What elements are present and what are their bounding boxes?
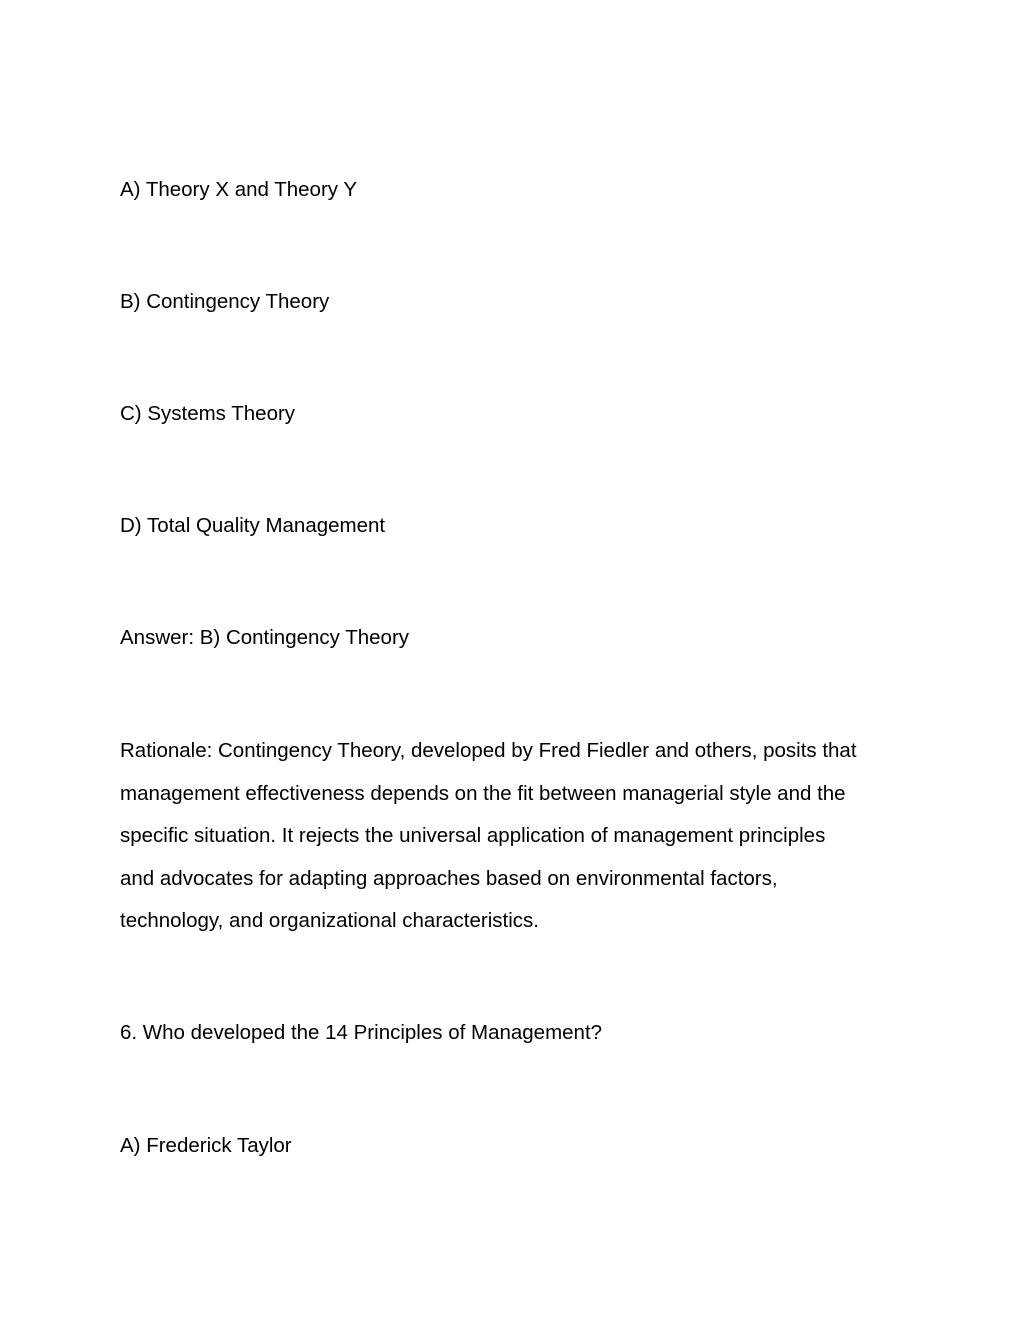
rationale-line: specific situation. It rejects the universal application of management principles — [120, 824, 826, 848]
rationale-line: technology, and organizational characteristics. — [120, 909, 539, 933]
option-d: D) Total Quality Management — [120, 514, 386, 537]
rationale-line: management effectiveness depends on the fit between managerial style and the — [120, 781, 846, 805]
option-c: C) Systems Theory — [120, 402, 296, 425]
answer-line: Answer: B) Contingency Theory — [120, 626, 410, 649]
rationale-line: Rationale: Contingency Theory, developed by Fred Fiedler and others, posits that — [120, 739, 857, 762]
option-b: B) Contingency Theory — [120, 290, 330, 313]
rationale-paragraph — [120, 730, 910, 943]
rationale-line: and advocates for adapting approaches based on environmental factors, — [120, 866, 778, 890]
question-6-option-a: A) Frederick Taylor — [120, 1134, 292, 1157]
question-6-prompt: 6. Who developed the 14 Principles of Management? — [120, 1021, 603, 1044]
option-a: A) Theory X and Theory Y — [120, 178, 358, 201]
